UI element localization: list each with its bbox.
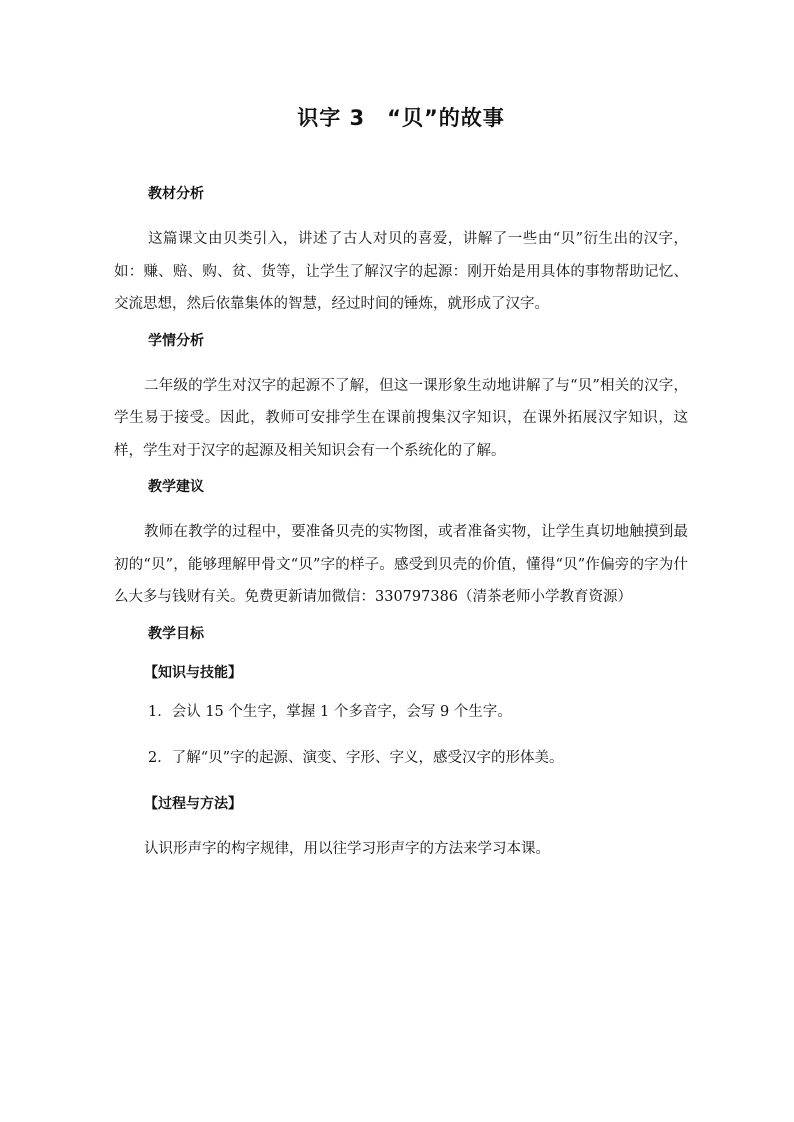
subheading-process-method: 【过程与方法】 [144, 795, 242, 812]
page-title: 识字 3 “贝”的故事 [297, 106, 505, 130]
document-content [114, 102, 688, 875]
section-heading-suggestions: 教学建议 [148, 479, 204, 495]
subheading-knowledge-skills: 【知识与技能】 [144, 664, 242, 681]
section-text-suggestions: 教师在教学的过程中，要准备贝壳的实物图，或者准备实物，让学生真切地触摸到最初的“贝”，能够理解甲骨文“贝”字的样子。感受到贝壳的价值，懂得“贝”作偏旁的字为什么大多与钱财有关。免费更新请加微信：330797386（清茶老师小学教育资源） [114, 524, 688, 605]
section-heading-goals: 教学目标 [148, 625, 204, 642]
section-text-analysis: 这篇课文由贝类引入，讲述了古人对贝的喜爱，讲解了一些由“贝”衍生出的汉字，如：赚、赔、购、贫、货等，让学生了解汉字的起源：刚开始是用具体的事物帮助记忆、交流思想，然后依靠集体的智慧，经过时间的锤炼，就形成了汉字。 [114, 231, 688, 312]
goal-item-1: 1．会认 15 个生字，掌握 1 个多音字，会写 9 个生字。 [148, 703, 512, 720]
section-heading-analysis: 教材分析 [148, 186, 204, 202]
section-text-students: 二年级的学生对汉字的起源不了解，但这一课形象生动地讲解了与“贝”相关的汉字，学生易于接受。因此，教师可安排学生在课前搜集汉字知识，在课外拓展汉字知识，这样，学生对于汉字的起源及相关知识会有一个系统化的了解。 [114, 377, 688, 459]
process-method-text: 认识形声字的构字规律，用以往学习形声字的方法来学习本课。 [144, 840, 550, 857]
goal-item-2: 2．了解“贝”字的起源、演变、字形、字义，感受汉字的形体美。 [148, 749, 564, 766]
section-heading-students: 学情分析 [148, 332, 204, 349]
